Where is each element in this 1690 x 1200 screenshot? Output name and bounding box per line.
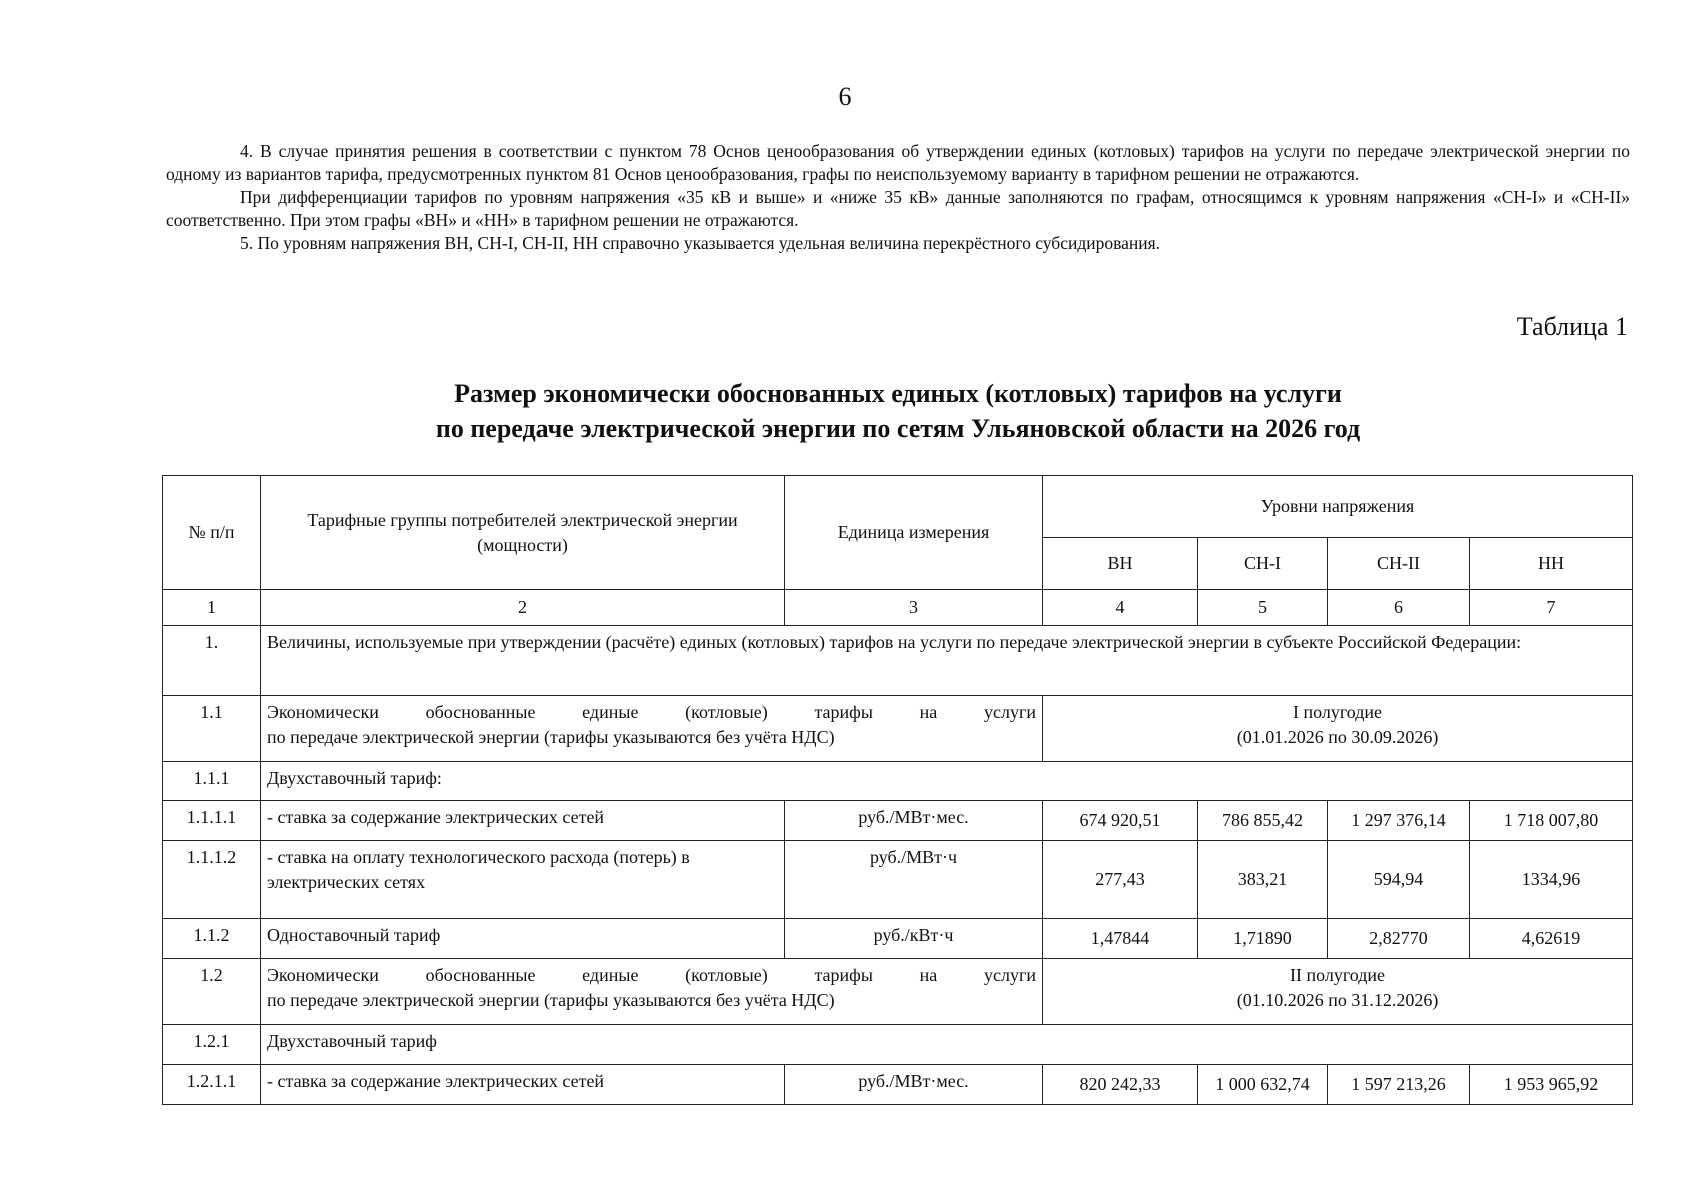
table-row: [163, 626, 1633, 696]
column-number: 3: [785, 590, 1043, 626]
table-row: [163, 919, 1633, 959]
column-number: 6: [1328, 590, 1470, 626]
value-sn2: 1 597 213,26: [1328, 1065, 1470, 1105]
notes-section: [166, 140, 1630, 255]
table-row: [163, 959, 1633, 1025]
row-num: 1.: [163, 626, 261, 696]
column-number: 4: [1043, 590, 1198, 626]
value-vn: 674 920,51: [1043, 801, 1198, 841]
value-nn: 1334,96: [1470, 841, 1633, 919]
value-sn1: 786 855,42: [1198, 801, 1328, 841]
table-row: [163, 696, 1633, 762]
page-number: 6: [838, 82, 852, 111]
row-num: 1.1.2: [163, 919, 261, 959]
column-number: 5: [1198, 590, 1328, 626]
row-label-line: Экономически обоснованные единые (котловые) тарифы на услуги: [267, 702, 1036, 722]
table-title-line: Размер экономически обоснованных единых (котловых) тарифов на услуги: [454, 379, 1342, 408]
row-label-line: по передаче электрической энергии (тарифы указываются без учёта НДС): [267, 990, 835, 1010]
row-num: 1.1: [163, 696, 261, 762]
header-sn2: СН-II: [1328, 538, 1470, 590]
row-num: 1.1.1: [163, 762, 261, 801]
period-name: II полугодие: [1289, 965, 1386, 985]
row-label-line: Экономически обоснованные единые (котловые) тарифы на услуги: [267, 965, 1036, 985]
value-sn1: 1,71890: [1198, 919, 1328, 959]
table-row: [163, 841, 1633, 919]
row-label: Величины, используемые при утверждении (расчёте) единых (котловых) тарифов на услуги по передаче электрической энергии в субъекте Российской Федерации:: [261, 626, 1633, 696]
row-unit: руб./МВт·мес.: [785, 1065, 1043, 1105]
row-num: 1.2.1.1: [163, 1065, 261, 1105]
value-nn: 1 953 965,92: [1470, 1065, 1633, 1105]
row-label: [261, 696, 1043, 762]
header-num: № п/п: [163, 476, 261, 590]
row-num: 1.1.1.1: [163, 801, 261, 841]
row-label: - ставка за содержание электрических сетей: [261, 801, 785, 841]
row-label: - ставка на оплату технологического расхода (потерь) в электрических сетях: [261, 841, 785, 919]
row-unit: руб./МВт·мес.: [785, 801, 1043, 841]
header-unit: Единица измерения: [785, 476, 1043, 590]
header-group: Тарифные группы потребителей электрической энергии (мощности): [261, 476, 785, 590]
row-num: 1.2: [163, 959, 261, 1025]
value-sn1: 1 000 632,74: [1198, 1065, 1328, 1105]
row-num: 1.1.1.2: [163, 841, 261, 919]
period-dates: (01.10.2026 по 31.12.2026): [1236, 990, 1439, 1010]
period-name: I полугодие: [1292, 702, 1383, 722]
note-paragraph: При дифференциации тарифов по уровням напряжения «35 кВ и выше» и «ниже 35 кВ» данные заполняются по графам, относящимся к уровням напряжения «СН-I» и «СН-II» соответственно. При этом графы «ВН» и «НН» в тарифном решении не отражаются.: [166, 187, 1630, 230]
row-label: Одноставочный тариф: [261, 919, 785, 959]
period-dates: (01.01.2026 по 30.09.2026): [1236, 727, 1439, 747]
header-nn: НН: [1470, 538, 1633, 590]
header-sn1: СН-I: [1198, 538, 1328, 590]
row-num: 1.2.1: [163, 1025, 261, 1065]
note-paragraph: 5. По уровням напряжения ВН, СН-I, СН-II, НН справочно указывается удельная величина перекрёстного субсидирования.: [240, 233, 1161, 253]
row-label: Двухставочный тариф:: [261, 762, 1633, 801]
row-label: Двухставочный тариф: [261, 1025, 1633, 1065]
column-number: 2: [261, 590, 785, 626]
row-label: - ставка за содержание электрических сетей: [261, 1065, 785, 1105]
value-vn: 1,47844: [1043, 919, 1198, 959]
table-label: Таблица 1: [1516, 312, 1628, 341]
value-sn2: 1 297 376,14: [1328, 801, 1470, 841]
row-unit: руб./кВт·ч: [785, 919, 1043, 959]
header-levels: Уровни напряжения: [1043, 476, 1633, 538]
value-sn2: 2,82770: [1328, 919, 1470, 959]
row-unit: руб./МВт·ч: [785, 841, 1043, 919]
value-sn1: 383,21: [1198, 841, 1328, 919]
table-title: [166, 376, 1630, 446]
value-nn: 1 718 007,80: [1470, 801, 1633, 841]
header-vn: ВН: [1043, 538, 1198, 590]
value-sn2: 594,94: [1328, 841, 1470, 919]
table-row: [163, 801, 1633, 841]
column-number: 1: [163, 590, 261, 626]
tariff-table: [162, 475, 1633, 1105]
row-label: [261, 959, 1043, 1025]
table-row: [163, 1065, 1633, 1105]
table-title-line: по передаче электрической энергии по сетям Ульяновской области на 2026 год: [435, 414, 1361, 443]
table-row: [163, 762, 1633, 801]
table-row: [163, 1025, 1633, 1065]
note-paragraph: 4. В случае принятия решения в соответствии с пунктом 78 Основ ценообразования об утверждении единых (котловых) тарифов на услуги по передаче электрической энергии по одному из вариантов тарифа, предусмотренных пунктом 81 Основ ценообразования, графы по неиспользуемому варианту в тарифном решении не отражаются.: [166, 141, 1630, 184]
period-cell: [1043, 959, 1633, 1025]
column-number: 7: [1470, 590, 1633, 626]
value-vn: 820 242,33: [1043, 1065, 1198, 1105]
value-nn: 4,62619: [1470, 919, 1633, 959]
period-cell: [1043, 696, 1633, 762]
value-vn: 277,43: [1043, 841, 1198, 919]
row-label-line: по передаче электрической энергии (тарифы указываются без учёта НДС): [267, 727, 835, 747]
